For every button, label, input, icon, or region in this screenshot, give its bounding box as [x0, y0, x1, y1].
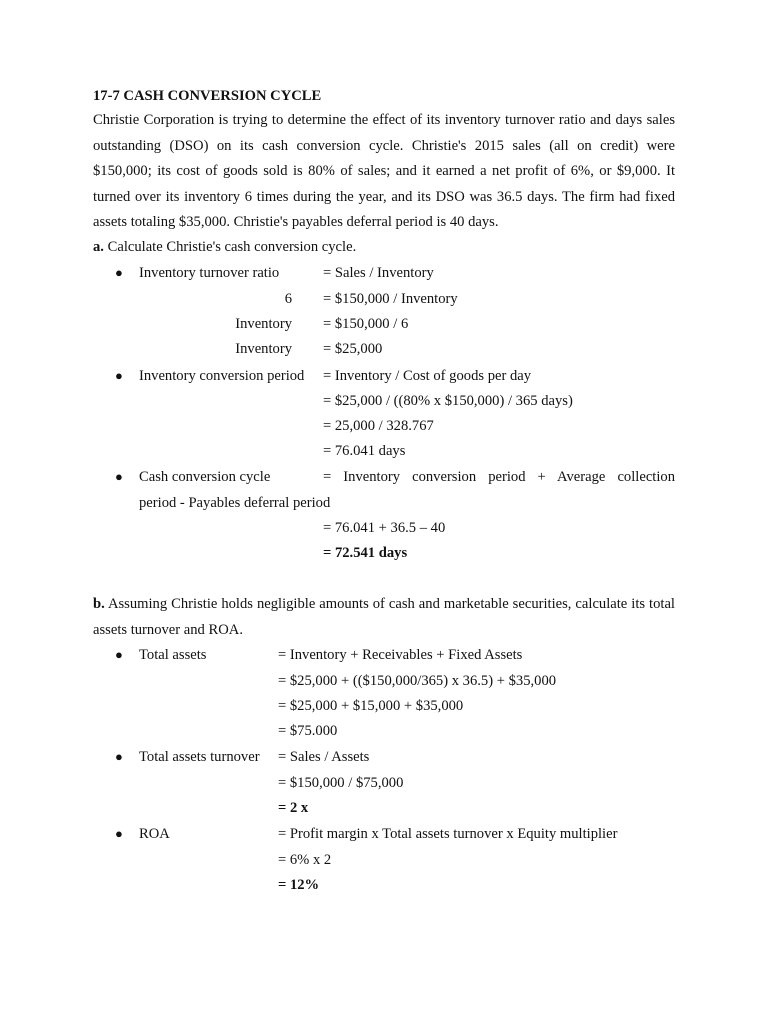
- roa-label: ROA: [139, 826, 170, 842]
- part-a-question-text: Calculate Christie's cash conversion cycle.: [103, 239, 357, 255]
- cash-conversion-label: Cash conversion cycle: [139, 469, 271, 485]
- part-b-question: [93, 592, 675, 643]
- inventory-conversion-step: = $25,000 / ((80% x $150,000) / 365 days): [323, 393, 573, 409]
- total-assets-step: = $25,000 + $15,000 + $35,000: [278, 698, 464, 714]
- turnover-step: = $150,000 / $75,000: [278, 775, 404, 791]
- turnover-row: [0, 747, 768, 767]
- inventory-turnover-row: [0, 263, 768, 283]
- roa-formula: = Profit margin x Total assets turnover x Equity multiplier: [278, 826, 618, 842]
- bullet-icon: ●: [115, 826, 123, 841]
- total-assets-label: Total assets: [139, 647, 207, 663]
- problem-statement: Christie Corporation is trying to determine the effect of its inventory turnover ratio and days sales outstanding (DSO) on its cash conversion cycle. Christie's 2015 sales (all on credit) were $150,000; its cost of goods sold is 80% of sales; and it earned a net profit of 6%, or $9,000. It turned over its inventory 6 times during the year, and its DSO was 36.5 days. The firm had fixed assets totaling $35,000. Christie's payables deferral period is 40 days.: [93, 112, 675, 231]
- roa-row: [0, 824, 768, 844]
- roa-result: = 12%: [278, 877, 320, 893]
- step-left: Inventory: [235, 316, 292, 332]
- inventory-turnover-step: [0, 314, 768, 334]
- bullet-icon: ●: [115, 749, 123, 764]
- cash-conversion-result: = 72.541 days: [323, 545, 408, 561]
- cash-conversion-formula-cont: period - Payables deferral period: [139, 495, 331, 511]
- part-b-question-text: Assuming Christie holds negligible amounts of cash and marketable securities, calculate its total assets turnover and ROA.: [93, 596, 675, 638]
- bullet-icon: ●: [115, 368, 123, 383]
- total-assets-step: = $75.000: [278, 723, 338, 739]
- section-title: 17-7 CASH CONVERSION CYCLE: [93, 88, 322, 104]
- step-right: = $150,000 / 6: [323, 316, 409, 332]
- part-a-question: [0, 237, 768, 257]
- bullet-icon: ●: [115, 469, 123, 484]
- inventory-turnover-label: Inventory turnover ratio: [139, 265, 280, 281]
- total-assets-row: [0, 645, 768, 665]
- inventory-turnover-formula: = Sales / Inventory: [323, 265, 434, 281]
- total-assets-formula: = Inventory + Receivables + Fixed Assets: [278, 647, 523, 663]
- total-assets-step: = $25,000 + (($150,000/365) x 36.5) + $35,000: [278, 673, 557, 689]
- cash-conversion-calc: = 76.041 + 36.5 – 40: [323, 520, 446, 536]
- bullet-icon: ●: [115, 647, 123, 662]
- part-a-marker: a.: [93, 239, 104, 255]
- step-right: = $25,000: [323, 341, 383, 357]
- inventory-conversion-label: Inventory conversion period: [139, 368, 305, 384]
- inventory-conversion-step: = 25,000 / 328.767: [323, 418, 434, 434]
- step-right: = $150,000 / Inventory: [323, 291, 458, 307]
- bullet-icon: ●: [115, 265, 123, 280]
- roa-step: = 6% x 2: [278, 852, 332, 868]
- inventory-turnover-step: [0, 339, 768, 359]
- cash-conversion-row: [0, 467, 768, 487]
- inventory-turnover-step: [0, 289, 768, 309]
- inventory-conversion-formula: = Inventory / Cost of goods per day: [323, 368, 532, 384]
- cash-conversion-formula: = Inventory conversion period + Average collection: [323, 469, 675, 485]
- step-left: Inventory: [235, 341, 292, 357]
- inventory-conversion-step: = 76.041 days: [323, 443, 406, 459]
- step-left: 6: [284, 291, 292, 307]
- turnover-result: = 2 x: [278, 800, 309, 816]
- part-b-marker: b.: [93, 596, 105, 612]
- turnover-label: Total assets turnover: [139, 749, 260, 765]
- turnover-formula: = Sales / Assets: [278, 749, 370, 765]
- inventory-conversion-row: [0, 366, 768, 386]
